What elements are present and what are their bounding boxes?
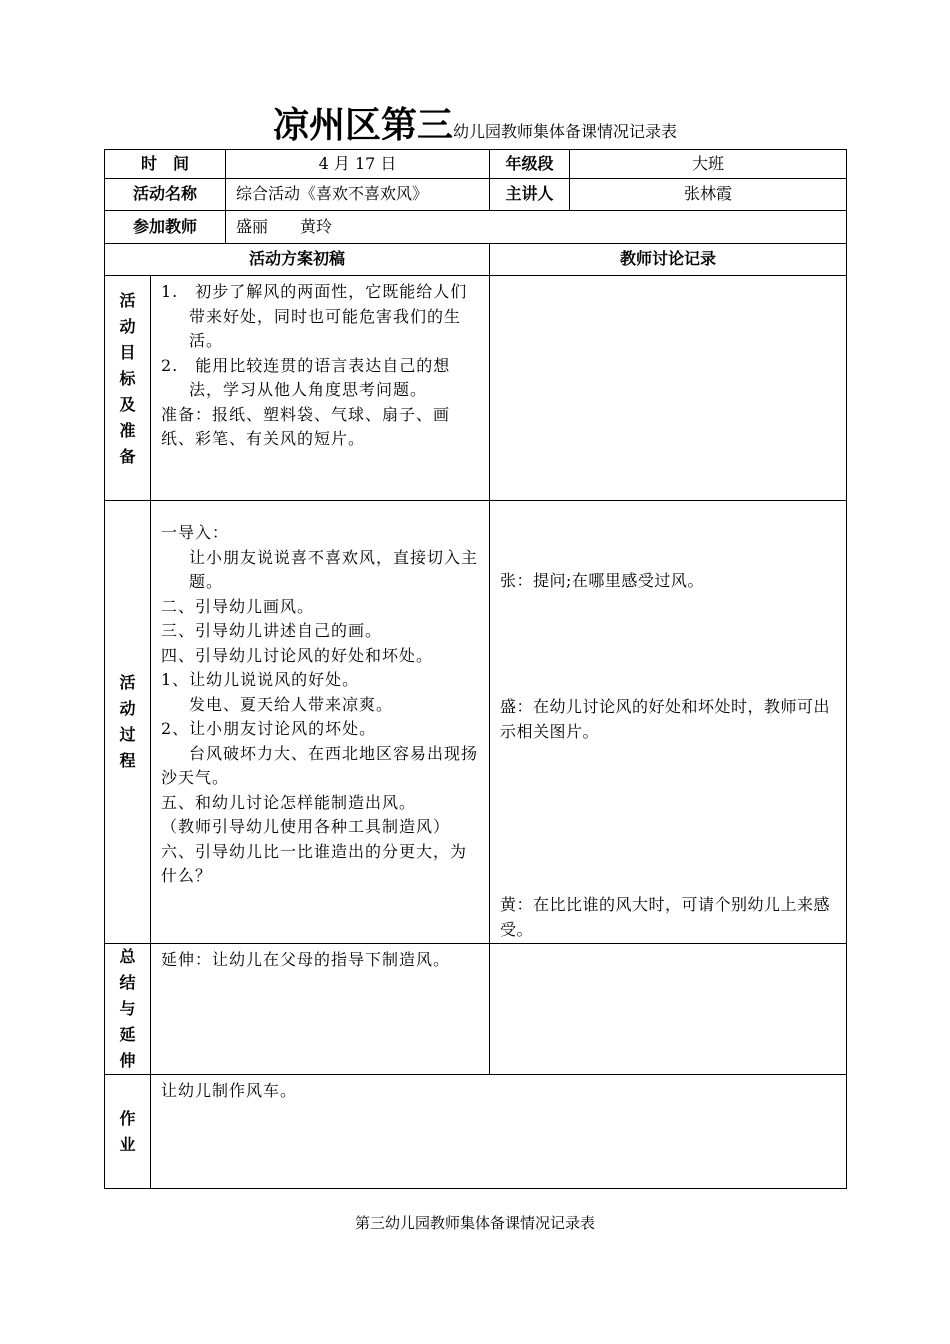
- discussion-sheng: 盛：在幼儿讨论风的好处和坏处时，教师可出示相关图片。: [500, 697, 831, 741]
- goals-discussion: [490, 276, 847, 501]
- footer-caption: 第三幼儿园教师集体备课情况记录表: [354, 1214, 595, 1232]
- row-homework: [105, 1075, 847, 1189]
- teachers-label: 参加教师: [105, 211, 226, 244]
- goal-item-1: 1. 初步了解风的两面性，它既能给人们带来好处，同时也可能危害我们的生活。: [161, 282, 468, 350]
- summary-discussion: [490, 944, 847, 1075]
- row-process: [105, 501, 847, 944]
- grade-label: 年级段: [490, 150, 570, 179]
- activity-label: 活动名称: [105, 179, 226, 211]
- title-sub: 幼儿园教师集体备课情况记录表: [453, 122, 678, 141]
- row-goals: [105, 276, 847, 501]
- process-line: 1、让幼儿说说风的好处。: [161, 670, 360, 689]
- process-line: 2、让小朋友讨论风的坏处。: [161, 719, 377, 738]
- time-value: 4 月 17 日: [226, 150, 490, 179]
- preparation-text: 准备：报纸、塑料袋、气球、扇子、画纸、彩笔、有关风的短片。: [161, 404, 451, 448]
- goals-label: 活动目标及准备: [105, 276, 151, 501]
- summary-label: 总结与延伸: [105, 944, 151, 1075]
- process-line: 发电、夏天给人带来凉爽。: [189, 694, 394, 714]
- discussion-column-header: 教师讨论记录: [490, 244, 847, 276]
- process-line: 二、引导幼儿画风。: [161, 596, 315, 616]
- goal-item-2: 2. 能用比较连贯的语言表达自己的想法，学习从他人角度思考问题。: [161, 355, 451, 399]
- summary-content: 延伸：让幼儿在父母的指导下制造风。: [151, 944, 490, 1075]
- process-line: 六、引导幼儿比一比谁造出的分更大，为什么？: [161, 841, 468, 885]
- plan-column-header: 活动方案初稿: [105, 244, 490, 276]
- activity-value: 综合活动《喜欢不喜欢风》: [226, 179, 490, 211]
- record-table: [104, 149, 847, 1189]
- process-content: [151, 501, 490, 944]
- homework-content: 让幼儿制作风车。: [151, 1075, 847, 1189]
- grade-value: 大班: [570, 150, 847, 179]
- title-main: 凉州区第三: [272, 104, 453, 146]
- process-line: 台风破坏力大、在西北地区容易出现扬沙天气。: [161, 743, 479, 787]
- row-summary: [105, 944, 847, 1075]
- process-label: 活动过程: [105, 501, 151, 944]
- process-line: 三、引导幼儿讲述自己的画。: [161, 621, 383, 640]
- goals-content: [151, 276, 490, 501]
- process-line: 五、和幼儿讨论怎样能制造出风。: [161, 792, 417, 812]
- row-column-headers: [105, 244, 847, 276]
- process-line: （教师引导幼儿使用各种工具制造风）: [161, 817, 451, 836]
- row-time: [105, 150, 847, 179]
- row-teachers: [105, 211, 847, 244]
- homework-label: 作业: [105, 1075, 151, 1189]
- row-activity: [105, 179, 847, 211]
- process-line: 一导入：: [161, 523, 230, 542]
- discussion-zhang: 张：提问;在哪里感受过风。: [500, 571, 704, 590]
- teachers-value: 盛丽 黄玲: [226, 211, 847, 244]
- speaker-label: 主讲人: [490, 179, 570, 211]
- time-label: 时 间: [105, 150, 226, 179]
- speaker-value: 张林霞: [570, 179, 847, 211]
- discussion-huang: 黄：在比比谁的风大时，可请个别幼儿上来感受。: [500, 895, 831, 939]
- process-discussion: [490, 501, 847, 944]
- process-line: 让小朋友说说喜不喜欢风，直接切入主题。: [189, 547, 479, 591]
- process-line: 四、引导幼儿讨论风的好处和坏处。: [161, 645, 434, 665]
